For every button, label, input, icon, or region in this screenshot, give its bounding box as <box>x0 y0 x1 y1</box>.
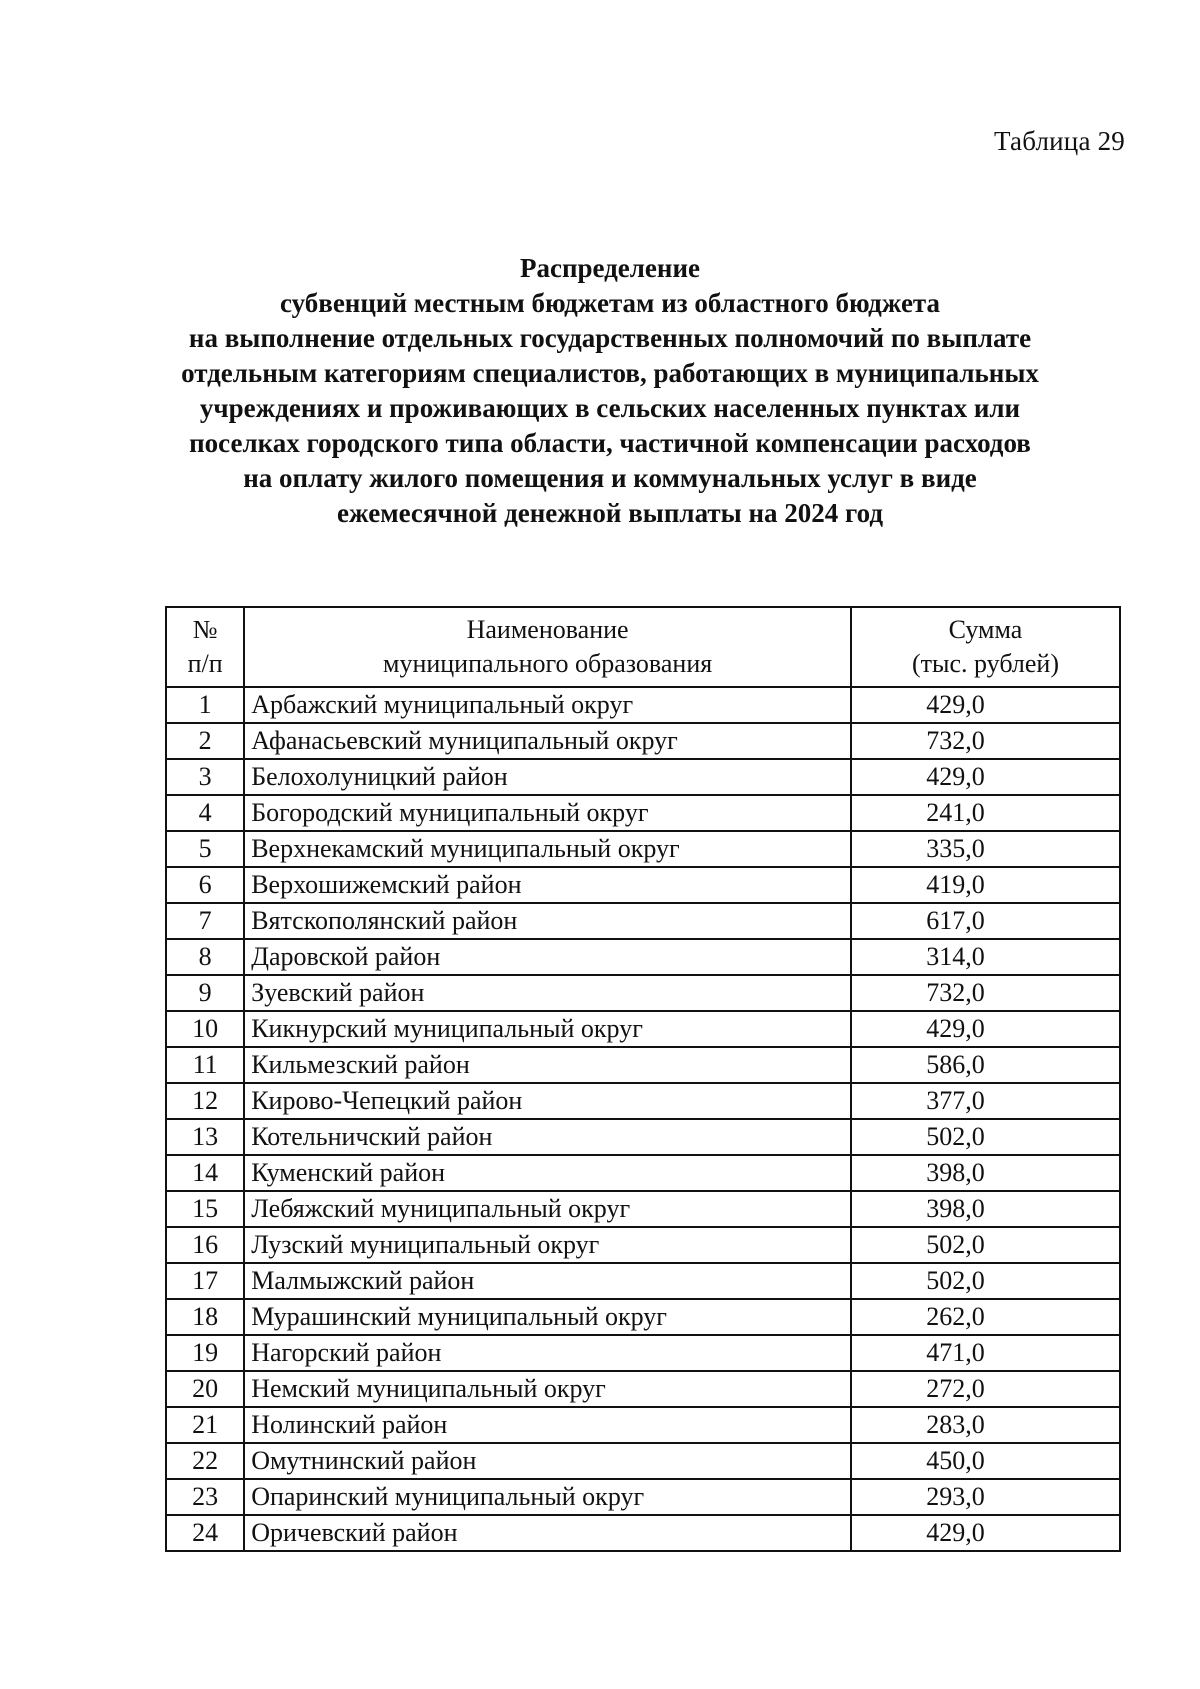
row-name-cell: Белохолуницкий район <box>244 759 851 795</box>
table-row <box>166 903 1120 939</box>
row-number-cell: 15 <box>166 1191 244 1227</box>
row-number-cell: 3 <box>166 759 244 795</box>
row-sum-cell: 732,0 <box>851 723 1120 759</box>
row-name-cell: Вятскополянский район <box>244 903 851 939</box>
row-number-cell: 8 <box>166 939 244 975</box>
row-sum-cell: 732,0 <box>851 975 1120 1011</box>
row-name-cell: Кирово-Чепецкий район <box>244 1083 851 1119</box>
row-name-cell: Мурашинский муниципальный округ <box>244 1299 851 1335</box>
row-sum-cell: 262,0 <box>851 1299 1120 1335</box>
row-name-cell: Кикнурский муниципальный округ <box>244 1011 851 1047</box>
row-sum-cell: 502,0 <box>851 1263 1120 1299</box>
table-row <box>166 795 1120 831</box>
row-name-cell: Котельничский район <box>244 1119 851 1155</box>
row-sum-cell: 429,0 <box>851 1515 1120 1551</box>
row-number-cell: 21 <box>166 1407 244 1443</box>
table-row <box>166 939 1120 975</box>
row-sum-cell: 272,0 <box>851 1371 1120 1407</box>
table-row <box>166 723 1120 759</box>
row-sum-cell: 502,0 <box>851 1119 1120 1155</box>
table-row <box>166 1299 1120 1335</box>
table-row <box>166 867 1120 903</box>
row-number-cell: 19 <box>166 1335 244 1371</box>
row-name-cell: Нагорский район <box>244 1335 851 1371</box>
title-line: на выполнение отдельных государственных полномочий по выплате <box>188 323 1032 353</box>
row-number-cell: 20 <box>166 1371 244 1407</box>
row-sum-cell: 283,0 <box>851 1407 1120 1443</box>
row-name-cell: Верхошижемский район <box>244 867 851 903</box>
row-sum-cell: 241,0 <box>851 795 1120 831</box>
row-number-cell: 6 <box>166 867 244 903</box>
table-body <box>166 687 1120 1551</box>
table-row <box>166 1479 1120 1515</box>
row-number-cell: 1 <box>166 687 244 723</box>
title-line: отдельным категориям специалистов, работающих в муниципальных <box>181 358 1039 388</box>
row-sum-cell: 429,0 <box>851 1011 1120 1047</box>
row-name-cell: Верхнекамский муниципальный округ <box>244 831 851 867</box>
row-name-cell: Богородский муниципальный округ <box>244 795 851 831</box>
row-sum-cell: 377,0 <box>851 1083 1120 1119</box>
table-row <box>166 1335 1120 1371</box>
row-number-cell: 2 <box>166 723 244 759</box>
row-name-cell: Оричевский район <box>244 1515 851 1551</box>
table-row <box>166 1011 1120 1047</box>
row-name-cell: Лебяжский муниципальный округ <box>244 1191 851 1227</box>
row-number-cell: 9 <box>166 975 244 1011</box>
header-number <box>166 607 244 687</box>
title-line: Распределение <box>519 253 701 283</box>
row-sum-cell: 314,0 <box>851 939 1120 975</box>
row-sum-cell: 398,0 <box>851 1191 1120 1227</box>
row-number-cell: 14 <box>166 1155 244 1191</box>
row-name-cell: Малмыжский район <box>244 1263 851 1299</box>
row-number-cell: 5 <box>166 831 244 867</box>
header-number-line: № <box>192 615 218 644</box>
table-row <box>166 1047 1120 1083</box>
table-row <box>166 1407 1120 1443</box>
table-row <box>166 1119 1120 1155</box>
row-sum-cell: 502,0 <box>851 1227 1120 1263</box>
row-number-cell: 24 <box>166 1515 244 1551</box>
row-number-cell: 12 <box>166 1083 244 1119</box>
table-row <box>166 759 1120 795</box>
title-line: ежемесячной денежной выплаты на 2024 год <box>337 498 883 528</box>
table-row <box>166 1227 1120 1263</box>
row-number-cell: 11 <box>166 1047 244 1083</box>
table-row <box>166 1263 1120 1299</box>
row-sum-cell: 429,0 <box>851 759 1120 795</box>
row-number-cell: 7 <box>166 903 244 939</box>
row-number-cell: 17 <box>166 1263 244 1299</box>
table-row <box>166 831 1120 867</box>
table-label: Таблица 29 <box>994 126 1125 156</box>
title-line: субвенций местным бюджетам из областного бюджета <box>279 288 941 318</box>
row-number-cell: 4 <box>166 795 244 831</box>
table-row <box>166 1191 1120 1227</box>
row-name-cell: Афанасьевский муниципальный округ <box>244 723 851 759</box>
row-sum-cell: 398,0 <box>851 1155 1120 1191</box>
row-number-cell: 23 <box>166 1479 244 1515</box>
table-row <box>166 1083 1120 1119</box>
table-row <box>166 1371 1120 1407</box>
row-name-cell: Омутнинский район <box>244 1443 851 1479</box>
table-row <box>166 1155 1120 1191</box>
header-name <box>244 607 851 687</box>
table-header-row <box>166 607 1120 687</box>
distribution-table <box>165 606 1121 1552</box>
row-sum-cell: 429,0 <box>851 687 1120 723</box>
header-name-line: Наименование <box>466 615 629 644</box>
table-row <box>166 975 1120 1011</box>
header-number-line: п/п <box>187 649 223 678</box>
row-name-cell: Куменский район <box>244 1155 851 1191</box>
title-line: учреждениях и проживающих в сельских населенных пунктах или <box>199 393 1021 423</box>
row-sum-cell: 586,0 <box>851 1047 1120 1083</box>
row-number-cell: 10 <box>166 1011 244 1047</box>
row-name-cell: Лузский муниципальный округ <box>244 1227 851 1263</box>
table-row <box>166 1443 1120 1479</box>
row-sum-cell: 335,0 <box>851 831 1120 867</box>
row-name-cell: Зуевский район <box>244 975 851 1011</box>
row-name-cell: Нолинский район <box>244 1407 851 1443</box>
header-name-line: муниципального образования <box>382 649 713 678</box>
row-sum-cell: 293,0 <box>851 1479 1120 1515</box>
row-sum-cell: 450,0 <box>851 1443 1120 1479</box>
header-sum <box>851 607 1120 687</box>
row-name-cell: Кильмезский район <box>244 1047 851 1083</box>
header-sum-line: Сумма <box>948 615 1023 644</box>
row-name-cell: Опаринский муниципальный округ <box>244 1479 851 1515</box>
header-sum-line: (тыс. рублей) <box>911 649 1059 678</box>
title-line: поселках городского типа области, частичной компенсации расходов <box>189 428 1031 458</box>
table-row <box>166 687 1120 723</box>
row-name-cell: Даровской район <box>244 939 851 975</box>
table-row <box>166 1515 1120 1551</box>
row-number-cell: 16 <box>166 1227 244 1263</box>
row-sum-cell: 617,0 <box>851 903 1120 939</box>
row-name-cell: Немский муниципальный округ <box>244 1371 851 1407</box>
row-sum-cell: 419,0 <box>851 867 1120 903</box>
title-line: на оплату жилого помещения и коммунальных услуг в виде <box>243 463 977 493</box>
row-number-cell: 18 <box>166 1299 244 1335</box>
row-sum-cell: 471,0 <box>851 1335 1120 1371</box>
row-name-cell: Арбажский муниципальный округ <box>244 687 851 723</box>
row-number-cell: 22 <box>166 1443 244 1479</box>
document-title <box>150 251 1070 531</box>
row-number-cell: 13 <box>166 1119 244 1155</box>
